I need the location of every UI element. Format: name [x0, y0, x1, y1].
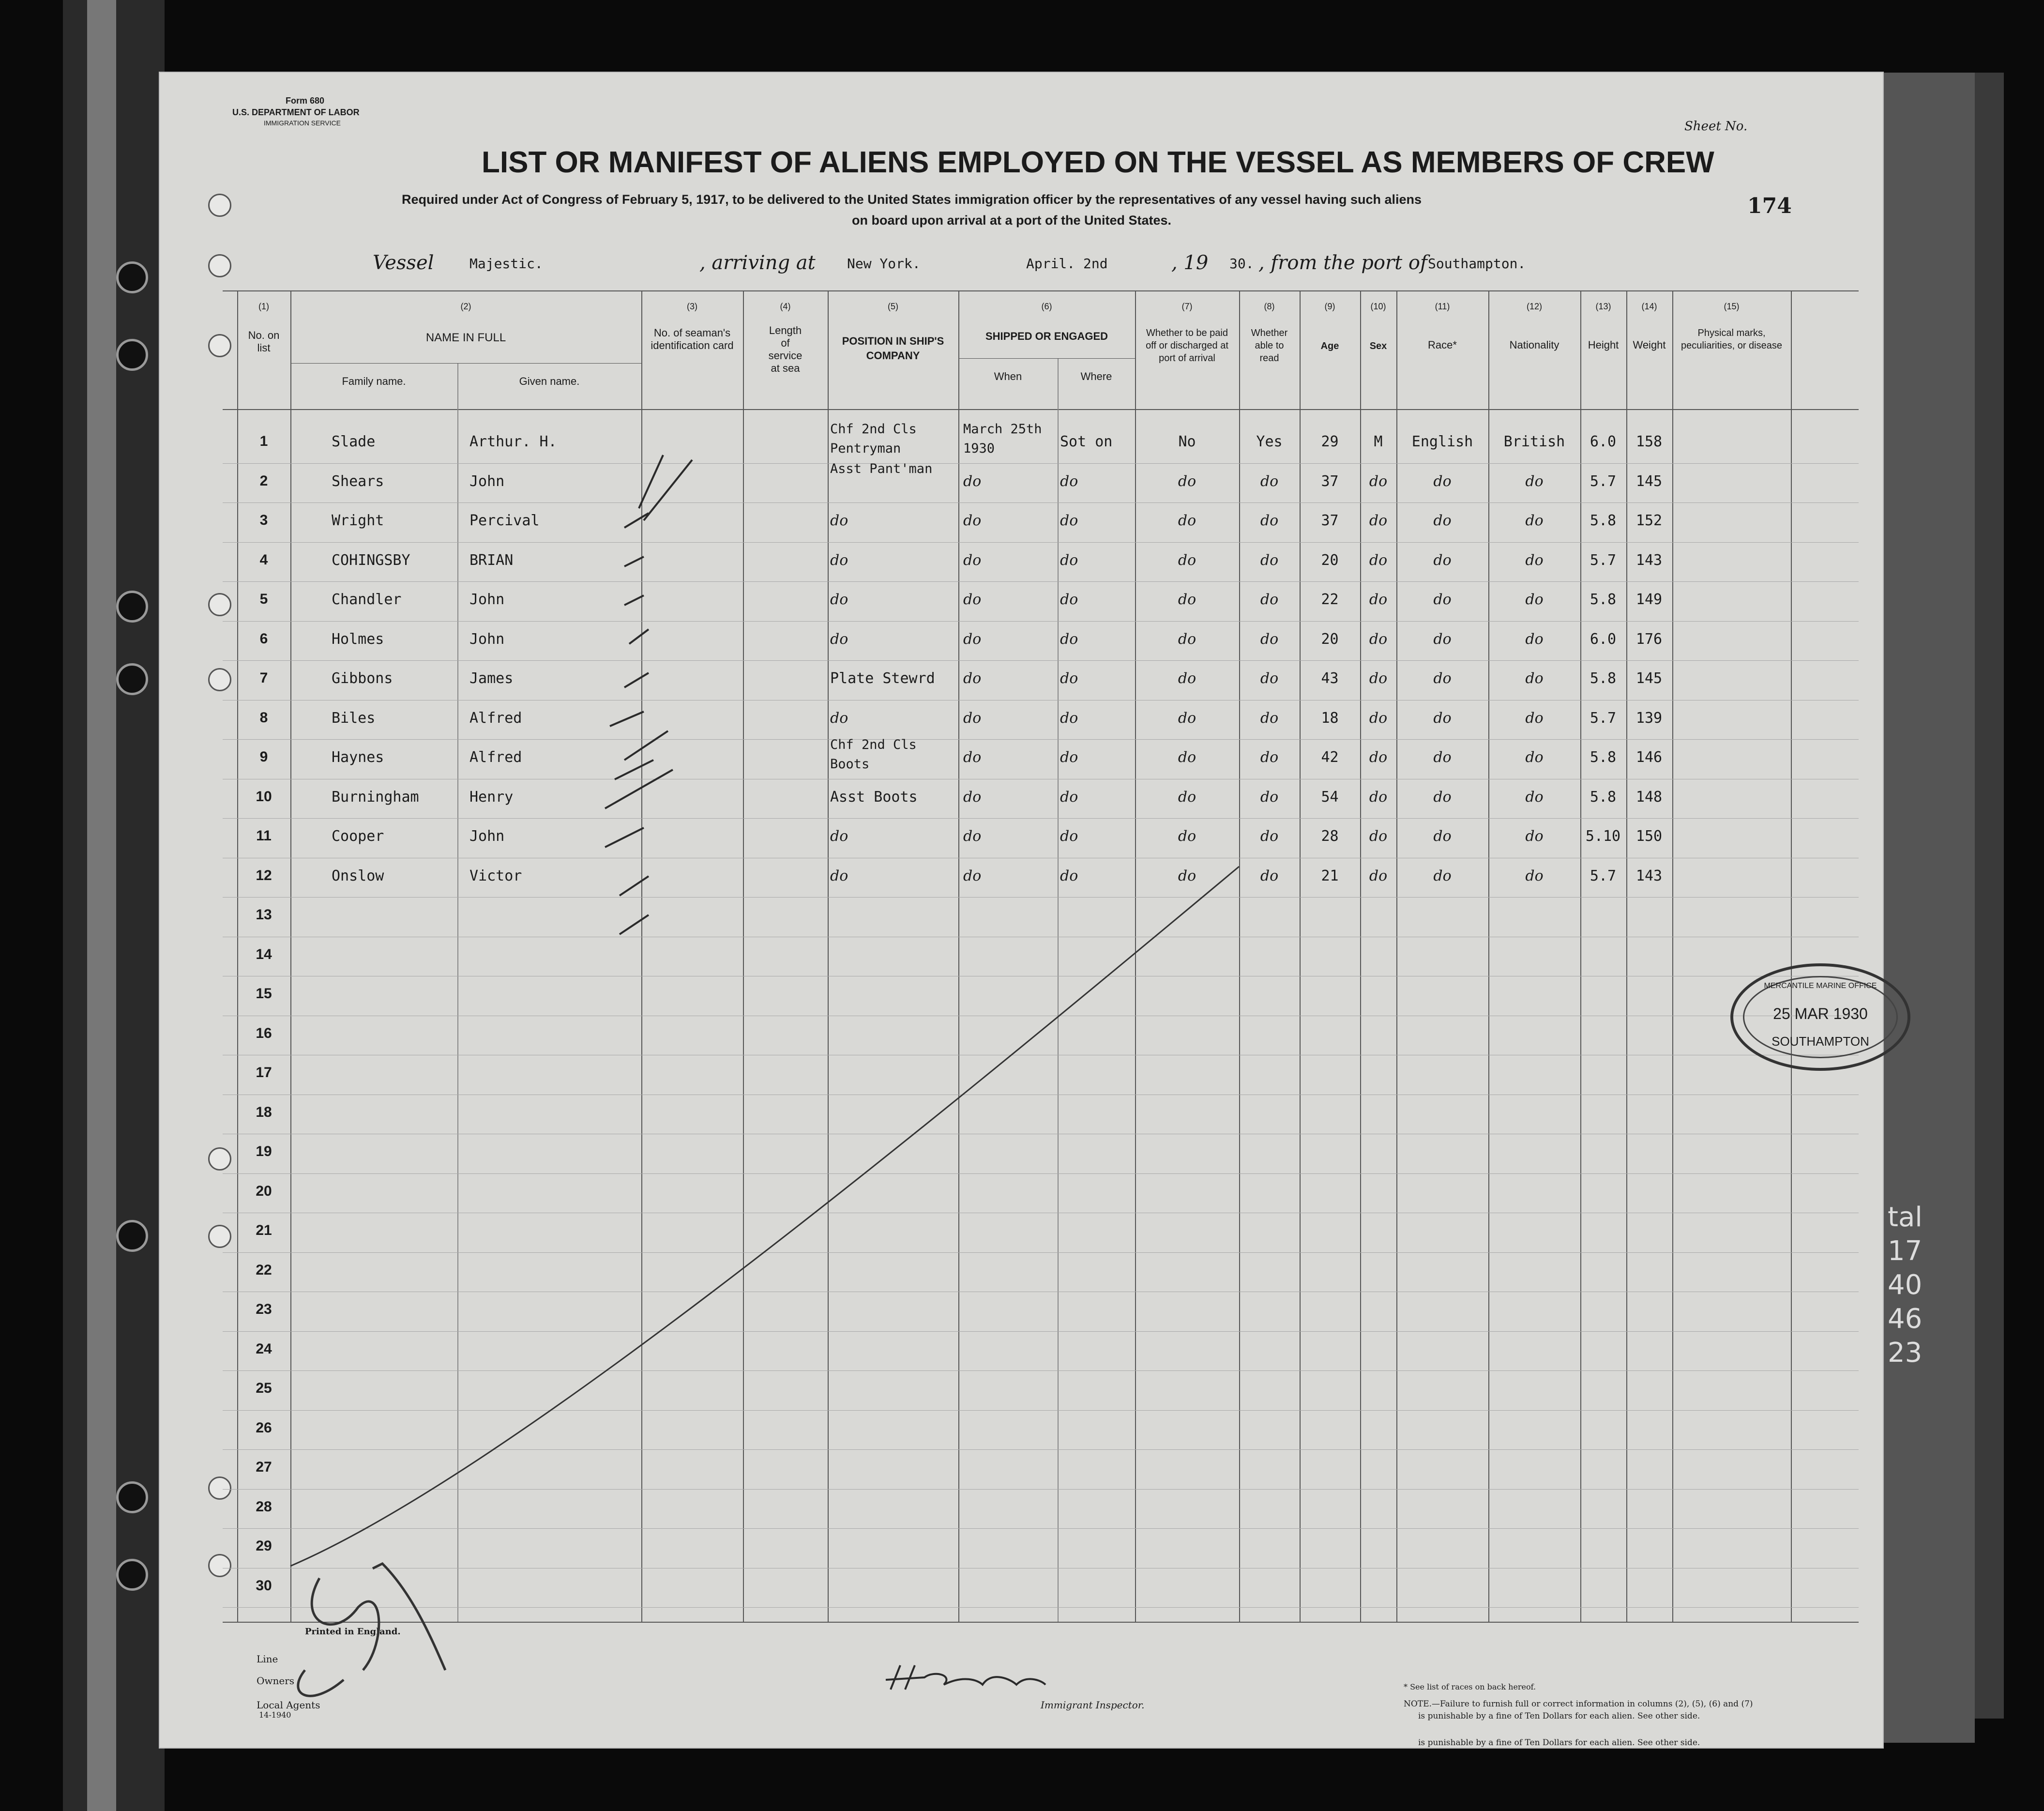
tally-value: 40: [1888, 1269, 1923, 1301]
cell-age: 18: [1321, 709, 1339, 727]
cell-given: Victor: [469, 867, 522, 884]
cell-read: do: [1260, 749, 1279, 766]
cell-race: do: [1433, 472, 1452, 490]
cell-family: Holmes: [332, 630, 384, 648]
cell-family: Gibbons: [332, 670, 393, 687]
cell-age: 21: [1321, 867, 1339, 884]
cell-given: Alfred: [469, 749, 522, 766]
cell-where: do: [1060, 630, 1078, 648]
col-4-header: Length of service at sea: [768, 324, 802, 374]
row-number: 21: [256, 1222, 272, 1238]
cell-family: Shears: [332, 472, 384, 490]
cell-weight: 158: [1635, 433, 1663, 450]
row-number: 1: [259, 433, 268, 449]
cell-given: Alfred: [469, 709, 522, 727]
cell-given: John: [469, 591, 505, 608]
row-number: 8: [259, 709, 268, 726]
cell-nationality: do: [1525, 630, 1544, 648]
col-15-number: (15): [1724, 302, 1740, 311]
row-number: 16: [256, 1025, 272, 1041]
tally-value: 46: [1888, 1303, 1923, 1335]
cell-position: do: [830, 828, 848, 845]
tally-value: 23: [1888, 1337, 1923, 1369]
cell-nationality: do: [1525, 749, 1544, 766]
cell-race: do: [1433, 749, 1452, 766]
row-number: 17: [256, 1065, 272, 1081]
cell-where: do: [1060, 512, 1078, 529]
cell-where: do: [1060, 867, 1078, 884]
cell-where: do: [1060, 828, 1078, 845]
cell-when: do: [963, 828, 982, 845]
col-11-number: (11): [1435, 302, 1450, 311]
margin-tally: [1888, 1201, 1955, 1370]
cell-height: 5.7: [1590, 551, 1617, 569]
cell-paid: do: [1178, 630, 1196, 648]
cell-race: do: [1433, 591, 1452, 608]
col-1-number: (1): [258, 302, 269, 311]
cell-sex: do: [1369, 867, 1388, 884]
cell-race: do: [1433, 867, 1452, 884]
cell-paid: do: [1178, 749, 1196, 766]
cell-height: 5.10: [1585, 828, 1621, 845]
cell-sex: do: [1369, 472, 1388, 490]
cell-read: do: [1260, 670, 1279, 687]
cell-read: do: [1260, 591, 1279, 608]
binding-edge: [87, 0, 116, 1811]
row-number: 14: [256, 946, 272, 962]
row-number: 28: [256, 1498, 272, 1515]
cell-weight: 139: [1635, 709, 1663, 727]
cell-when: do: [963, 472, 982, 490]
cell-sex: do: [1369, 512, 1388, 529]
row-number: 15: [256, 986, 272, 1002]
col-8-number: (8): [1264, 302, 1275, 311]
cell-paid: do: [1178, 512, 1196, 529]
cell-where: do: [1060, 670, 1078, 687]
form-subtitle: Required under Act of Congress of February 5, 1917, to be delivered to the United States immigration officer by the representatives of any vessel having such aliens: [402, 192, 1422, 207]
row-number: 12: [256, 867, 272, 883]
cell-when: do: [963, 591, 982, 608]
col-12-header: Nationality: [1509, 339, 1559, 351]
department: U.S. DEPARTMENT OF LABOR: [232, 107, 360, 117]
cell-where: do: [1060, 788, 1078, 806]
cell-weight: 143: [1635, 551, 1663, 569]
sheet-label: Sheet No.: [1684, 119, 1748, 134]
agents-label: Local Agents: [257, 1699, 320, 1711]
binder-hole: [116, 591, 148, 623]
cell-nationality: British: [1503, 433, 1565, 450]
cell-paid: do: [1178, 591, 1196, 608]
col-6a-header: When: [994, 370, 1022, 382]
col-1-header: No. on list: [248, 329, 280, 354]
col-6-header: SHIPPED OR ENGAGED: [985, 330, 1108, 342]
penalty-note-line-3: is punishable by a fine of Ten Dollars for each alien. See other side.: [1418, 1738, 1700, 1748]
col-13-header: Height: [1588, 339, 1619, 351]
col-14-number: (14): [1641, 302, 1657, 311]
cell-nationality: do: [1525, 828, 1544, 845]
cell-weight: 148: [1635, 788, 1663, 806]
row-number: 18: [256, 1104, 272, 1120]
cell-race: do: [1433, 709, 1452, 727]
page-number: 174: [1747, 194, 1792, 218]
cell-when: do: [963, 709, 982, 727]
cell-weight: 145: [1635, 670, 1663, 687]
cell-given: John: [469, 472, 505, 490]
cell-race: do: [1433, 630, 1452, 648]
arrival-year: 30.: [1229, 256, 1254, 272]
cell-paid: do: [1178, 788, 1196, 806]
cell-family: Cooper: [332, 828, 384, 845]
cell-weight: 146: [1635, 749, 1663, 766]
cell-given: BRIAN: [469, 551, 514, 569]
cell-family: Biles: [332, 709, 376, 727]
cell-position: do: [830, 512, 848, 529]
cell-height: 5.8: [1590, 749, 1617, 766]
cell-weight: 149: [1635, 591, 1663, 608]
cell-position: do: [830, 867, 848, 884]
cell-family: COHINGSBY: [332, 551, 410, 569]
cell-age: 43: [1321, 670, 1339, 687]
cell-position: Chf 2nd Cls Pentryman: [830, 422, 917, 456]
row-number: 6: [259, 630, 268, 647]
line-label: Line: [257, 1653, 278, 1665]
row-number: 30: [256, 1577, 272, 1594]
cell-read: do: [1260, 867, 1279, 884]
row-number: 25: [256, 1380, 272, 1396]
cell-read: do: [1260, 828, 1279, 845]
arriving-label: , arriving at: [699, 252, 816, 274]
col-6b-header: Where: [1080, 370, 1112, 382]
row-number: 19: [256, 1143, 272, 1159]
row-number: 10: [256, 788, 272, 805]
cell-family: Onslow: [332, 867, 384, 884]
col-6-number: (6): [1041, 302, 1052, 311]
cell-read: do: [1260, 551, 1279, 569]
cell-sex: do: [1369, 630, 1388, 648]
cell-height: 6.0: [1590, 433, 1617, 450]
cell-age: 37: [1321, 512, 1339, 529]
cell-sex: do: [1369, 551, 1388, 569]
vessel-label: Vessel: [373, 252, 434, 274]
cell-position: Plate Stewrd: [830, 670, 935, 687]
inspector-label: Immigrant Inspector.: [1041, 1699, 1145, 1711]
cell-race: do: [1433, 512, 1452, 529]
cell-race: do: [1433, 828, 1452, 845]
departure-port: Southampton.: [1428, 256, 1526, 272]
penalty-note-line-1: NOTE.—Failure to furnish full or correct information in columns (2), (5), (6) and (7): [1404, 1699, 1753, 1709]
race-note: * See list of races on back hereof.: [1404, 1682, 1536, 1691]
cell-height: 5.8: [1590, 788, 1617, 806]
cell-where: do: [1060, 749, 1078, 766]
cell-paid: do: [1178, 472, 1196, 490]
col-10-header: Sex: [1369, 341, 1387, 351]
binder-hole: [116, 663, 148, 695]
cell-race: do: [1433, 551, 1452, 569]
col-9-header: Age: [1320, 341, 1339, 351]
row-number: 9: [259, 749, 268, 765]
service: IMMIGRATION SERVICE: [264, 119, 341, 127]
tally-value: 17: [1888, 1235, 1923, 1267]
form-code: 14-1940: [259, 1710, 291, 1720]
cell-race: do: [1433, 670, 1452, 687]
binder-hole: [116, 1481, 148, 1513]
arrival-port: New York.: [847, 256, 921, 272]
cell-when: March 25th 1930: [963, 422, 1042, 456]
cell-race: do: [1433, 788, 1452, 806]
cell-age: 28: [1321, 828, 1339, 845]
cell-paid: No: [1178, 433, 1196, 450]
cell-position: Asst Boots: [830, 788, 918, 806]
form-number: Form 680: [286, 96, 325, 106]
cell-height: 6.0: [1590, 630, 1617, 648]
penalty-note-line-2: is punishable by a fine of Ten Dollars for each alien. See other side.: [1418, 1711, 1700, 1721]
col-2a-header: Family name.: [342, 375, 406, 387]
inspector-signature: [160, 73, 1883, 1748]
cell-age: 42: [1321, 749, 1339, 766]
from-label: , from the port of: [1258, 252, 1427, 274]
cell-weight: 145: [1635, 472, 1663, 490]
cell-age: 37: [1321, 472, 1339, 490]
row-number: 26: [256, 1419, 272, 1436]
cell-position: do: [830, 551, 848, 569]
cell-sex: do: [1369, 670, 1388, 687]
cell-nationality: do: [1525, 591, 1544, 608]
col-14-header: Weight: [1633, 339, 1666, 351]
col-12-number: (12): [1526, 302, 1542, 311]
cell-race: English: [1411, 433, 1473, 450]
col-7-number: (7): [1181, 302, 1193, 311]
cell-read: do: [1260, 788, 1279, 806]
cell-where: Sot on: [1060, 433, 1113, 450]
binder-hole: [116, 1559, 148, 1591]
col-15-header: Physical marks, peculiarities, or disease: [1681, 328, 1782, 351]
cell-position: do: [830, 591, 848, 608]
cell-nationality: do: [1525, 472, 1544, 490]
col-10-number: (10): [1370, 302, 1386, 311]
cell-weight: 150: [1635, 828, 1663, 845]
cell-height: 5.8: [1590, 591, 1617, 608]
cell-family: Chandler: [332, 591, 402, 608]
cell-family: Wright: [332, 512, 384, 529]
vessel-name: Majestic.: [469, 256, 543, 272]
row-number: 24: [256, 1340, 272, 1357]
cell-given: John: [469, 828, 505, 845]
cell-age: 54: [1321, 788, 1339, 806]
binder-hole: [116, 261, 148, 293]
col-3-header: No. of seaman's identification card: [651, 327, 734, 351]
cell-read: do: [1260, 512, 1279, 529]
form-subtitle: on board upon arrival at a port of the United States.: [852, 213, 1172, 228]
col-2-header: NAME IN FULL: [425, 331, 506, 344]
stamp-top-text: MERCANTILE MARINE OFFICE: [1764, 982, 1877, 990]
owners-label: Owners: [257, 1675, 295, 1687]
cell-height: 5.8: [1590, 512, 1617, 529]
cell-where: do: [1060, 709, 1078, 727]
cell-sex: M: [1374, 433, 1383, 450]
year-prefix: , 19: [1171, 252, 1209, 274]
cell-paid: do: [1178, 709, 1196, 727]
row-number: 4: [259, 551, 268, 568]
cell-sex: do: [1369, 709, 1388, 727]
col-13-number: (13): [1595, 302, 1611, 311]
col-2b-header: Given name.: [519, 375, 580, 387]
row-number: 22: [256, 1262, 272, 1278]
cell-paid: do: [1178, 670, 1196, 687]
cell-nationality: do: [1525, 709, 1544, 727]
cell-position: Chf 2nd Cls Boots: [830, 737, 917, 772]
cell-nationality: do: [1525, 788, 1544, 806]
cell-height: 5.7: [1590, 472, 1617, 490]
cell-age: 22: [1321, 591, 1339, 608]
cell-when: do: [963, 630, 982, 648]
row-number: 2: [259, 472, 268, 489]
cell-nationality: do: [1525, 551, 1544, 569]
cell-height: 5.7: [1590, 867, 1617, 884]
cell-when: do: [963, 788, 982, 806]
col-8-header: Whether able to read: [1251, 328, 1288, 364]
cell-height: 5.7: [1590, 709, 1617, 727]
cell-sex: do: [1369, 591, 1388, 608]
cell-read: Yes: [1256, 433, 1283, 450]
cell-given: Arthur. H.: [469, 433, 557, 450]
cell-height: 5.8: [1590, 670, 1617, 687]
cell-read: do: [1260, 472, 1279, 490]
row-number: 29: [256, 1538, 272, 1554]
cell-when: do: [963, 867, 982, 884]
row-number: 7: [259, 670, 268, 686]
col-11-header: Race*: [1428, 339, 1457, 351]
cell-where: do: [1060, 551, 1078, 569]
cell-paid: do: [1178, 828, 1196, 845]
cell-when: do: [963, 551, 982, 569]
cell-family: Haynes: [332, 749, 384, 766]
cell-given: James: [469, 670, 514, 687]
row-number: 23: [256, 1301, 272, 1317]
cell-weight: 143: [1635, 867, 1663, 884]
cell-read: do: [1260, 630, 1279, 648]
manifest-sheet: [160, 73, 1883, 1748]
cell-nationality: do: [1525, 867, 1544, 884]
binder-hole: [116, 339, 148, 371]
cell-read: do: [1260, 709, 1279, 727]
row-number: 3: [259, 512, 268, 528]
cell-paid: do: [1178, 867, 1196, 884]
col-2-number: (2): [460, 302, 471, 311]
cell-sex: do: [1369, 788, 1388, 806]
col-9-number: (9): [1324, 302, 1335, 311]
cell-paid: do: [1178, 551, 1196, 569]
row-number: 13: [256, 907, 272, 923]
row-number: 20: [256, 1183, 272, 1199]
row-number: 11: [256, 828, 272, 844]
cell-given: Henry: [469, 788, 514, 806]
cell-position: do: [830, 709, 848, 727]
cell-age: 20: [1321, 630, 1339, 648]
cell-nationality: do: [1525, 670, 1544, 687]
arrival-date: April. 2nd: [1026, 256, 1108, 272]
cell-where: do: [1060, 472, 1078, 490]
stamp-date: 25 MAR 1930: [1773, 1005, 1868, 1022]
cell-family: Slade: [332, 433, 376, 450]
binder-hole: [116, 1220, 148, 1252]
cell-sex: do: [1369, 749, 1388, 766]
form-title: LIST OR MANIFEST OF ALIENS EMPLOYED ON THE VESSEL AS MEMBERS OF CREW: [482, 146, 1714, 179]
cell-age: 29: [1321, 433, 1339, 450]
cell-weight: 176: [1635, 630, 1663, 648]
cell-weight: 152: [1635, 512, 1663, 529]
cell-position: Asst Pant'man: [830, 461, 933, 476]
cell-sex: do: [1369, 828, 1388, 845]
cell-when: do: [963, 512, 982, 529]
cell-age: 20: [1321, 551, 1339, 569]
cell-given: Percival: [469, 512, 540, 529]
cell-family: Burningham: [332, 788, 419, 806]
col-7-header: Whether to be paid off or discharged at port of arrival: [1146, 328, 1228, 364]
row-number: 27: [256, 1459, 272, 1475]
tally-label: tal: [1888, 1202, 1923, 1233]
cell-where: do: [1060, 591, 1078, 608]
underlying-sheet-edge: [1878, 73, 1975, 1743]
printed-note: Printed in England.: [305, 1627, 401, 1637]
cell-position: do: [830, 630, 848, 648]
row-number: 5: [259, 591, 268, 607]
cell-when: do: [963, 749, 982, 766]
cell-when: do: [963, 670, 982, 687]
col-4-number: (4): [780, 302, 791, 311]
cell-nationality: do: [1525, 512, 1544, 529]
col-5-number: (5): [888, 302, 898, 311]
col-5-header: POSITION IN SHIP'S COMPANY: [842, 335, 944, 362]
col-3-number: (3): [687, 302, 697, 311]
cell-given: John: [469, 630, 505, 648]
stamp-bottom-text: SOUTHAMPTON: [1771, 1034, 1869, 1049]
